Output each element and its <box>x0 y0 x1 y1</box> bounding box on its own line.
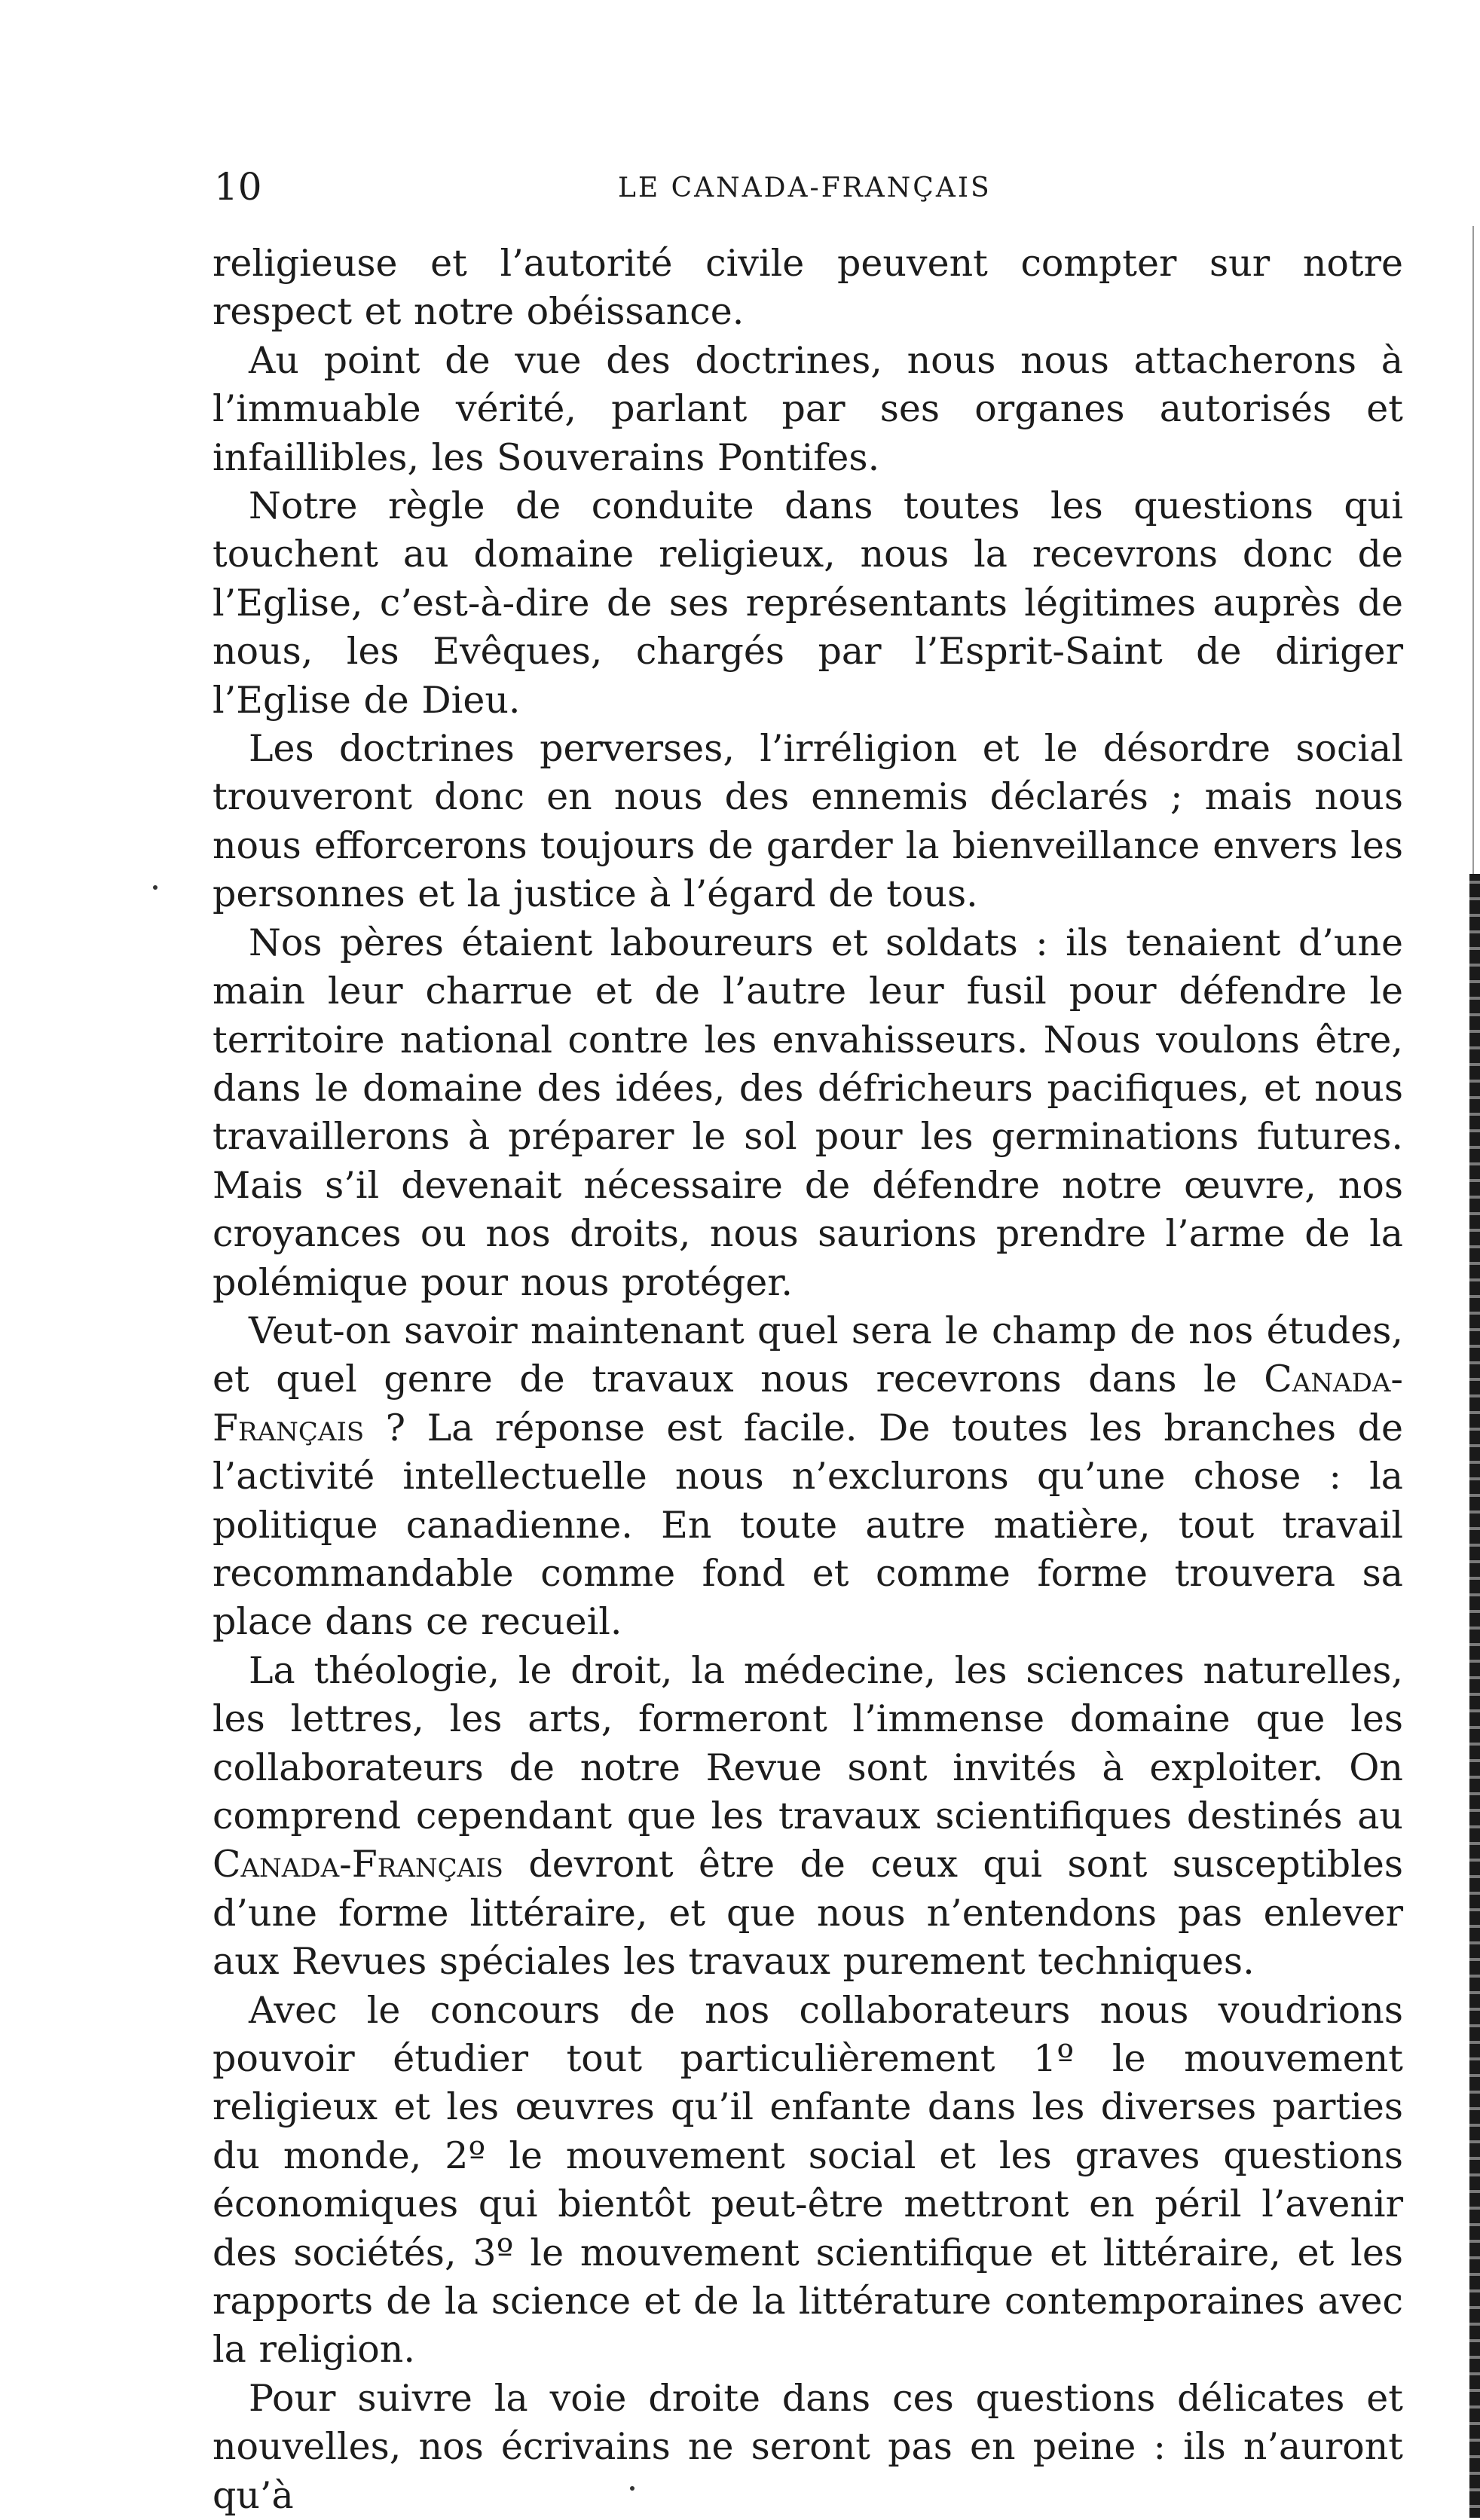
paragraph-domains-part-1: La théologie, le droit, la médecine, les sciences naturelles, les lettres, les arts, formeront l’immense domaine que les collaborateurs de notre Revue sont invités à exploiter. On comprend cependant que les travaux scientifiques destinés au <box>213 1648 1403 1837</box>
journal-title-smallcaps: Canada-Français <box>213 1358 1403 1449</box>
paragraph-rule-of-conduct: Notre règle de conduite dans toutes les questions qui touchent au domaine religieux, nous la recevrons donc de l’Eglise, c’est-à-dire de ses représentants légitimes auprès de nous, les Evêques, chargés par l’Esprit-Saint de diriger l’Eglise de Dieu. <box>213 484 1403 722</box>
paragraph-straight-path: Pour suivre la voie droite dans ces questions délicates et nouvelles, nos écrivains ne seront pas en peine : ils n’auront qu’à <box>213 2376 1403 2517</box>
paragraph-field-of-studies <box>213 1307 1403 1647</box>
paragraph-continued: religieuse et l’autorité civile peuvent compter sur notre respect et notre obéissance. <box>213 242 1403 334</box>
paragraph-doctrines: Au point de vue des doctrines, nous nous attacherons à l’immuable vérité, parlant par ses organes autorisés et infaillibles, les Souverains Pontifes. <box>213 338 1403 479</box>
page-edge-shadow <box>1469 874 1480 2518</box>
page-number: 10 <box>214 165 262 209</box>
ink-speck <box>630 2486 635 2491</box>
paragraph-domains <box>213 1647 1403 1987</box>
paragraph-domains-part-2: devront être de ceux qui sont susceptibles d’une forme littéraire, et que nous n’entendons pas enlever aux Revues spéciales les travaux purement techniques. <box>213 1843 1403 1984</box>
body-text <box>213 240 1403 2520</box>
running-title: LE CANADA-FRANÇAIS <box>618 173 992 203</box>
paragraph-field-of-studies-part-2: ? La réponse est facile. De toutes les branches de l’activité intellectuelle nous n’exclurons qu’une chose : la politique canadienne. En toute autre matière, tout travail recommandable comme fond et comme forme trouvera sa place dans ce recueil. <box>213 1406 1403 1644</box>
paragraph-collaborators: Avec le concours de nos collaborateurs nous voudrions pouvoir étudier tout particulièrement 1º le mouvement religieux et les œuvres qu’il enfante dans les diverses parties du monde, 2º le mouvement social et les graves questions économiques qui bientôt peut-être mettront en péril l’avenir des sociétés, 3º le mouvement scientifique et littéraire, et les rapports de la science et de la littérature contemporaines avec la religion. <box>213 1988 1403 2372</box>
journal-title-smallcaps: Canada-Français <box>213 1843 503 1886</box>
paragraph-our-fathers: Nos pères étaient laboureurs et soldats : ils tenaient d’une main leur charrue et de l’autre leur fusil pour défendre le territoire national contre les envahisseurs. Nous voulons être, dans le domaine des idées, des défricheurs pacifiques, et nous travaillerons à préparer le sol pour les germinations futures. Mais s’il devenait nécessaire de défendre notre œuvre, nos croyances ou nos droits, nous saurions prendre l’arme de la polémique pour nous protéger. <box>213 921 1403 1304</box>
paragraph-perverse-doctrines: Les doctrines perverses, l’irréligion et le désordre social trouveront donc en nous des ennemis déclarés ; mais nous nous efforcerons toujours de garder la bienveillance envers les personnes et la justice à l’égard de tous. <box>213 727 1403 916</box>
paragraph-field-of-studies-part-1: Veut-on savoir maintenant quel sera le champ de nos études, et quel genre de travaux nous recevrons dans le <box>213 1309 1403 1401</box>
ink-speck <box>153 885 157 890</box>
page-edge-line <box>1472 226 1474 874</box>
